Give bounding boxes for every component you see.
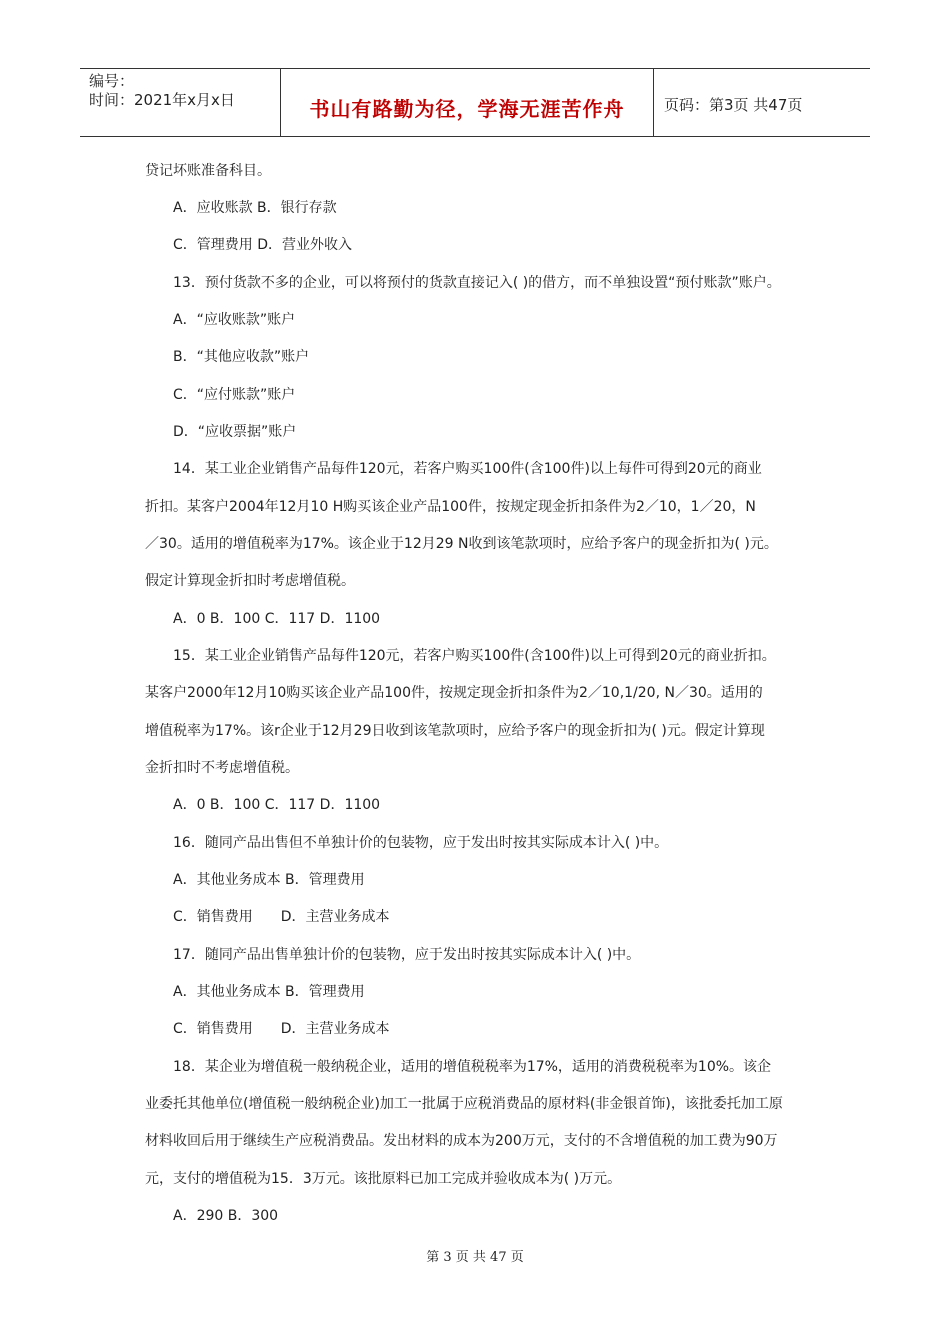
option-line: A．290 B．300	[173, 1208, 279, 1224]
question-line: 金折扣时不考虑增值税。	[145, 760, 299, 776]
page-footer: 第 3 页 共 47 页	[426, 1250, 524, 1265]
document-number-label: 编号：	[89, 72, 135, 90]
question-line: 13．预付货款不多的企业，可以将预付的货款直接记入( )的借方，而不单独设置“预付账款”账户。	[173, 275, 781, 291]
question-line: 15．某工业企业销售产品每件120元，若客户购买100件(含100件)以上可得到20元的商业折扣。	[173, 648, 776, 664]
header-page-cell	[654, 69, 870, 136]
question-line: 业委托其他单位(增值税一般纳税企业)加工一批属于应税消费品的原材料(非金银首饰)，该批委托加工原	[145, 1096, 783, 1112]
option-line: A．应收账款 B．银行存款	[173, 200, 337, 216]
option-line: C．销售费用 D．主营业务成本	[173, 909, 390, 925]
option-line: A．0 B．100 C．117 D．1100	[173, 611, 381, 627]
option-line: A．其他业务成本 B．管理费用	[173, 984, 365, 1000]
option-line: A．“应收账款”账户	[173, 312, 296, 328]
question-line: 增值税率为17%。该r企业于12月29日收到该笔款项时，应给予客户的现金折扣为( )元。假定计算现	[145, 723, 765, 739]
header-info-cell	[80, 69, 281, 136]
question-line: 假定计算现金折扣时考虑增值税。	[145, 573, 355, 589]
option-line: C．“应付账款”账户	[173, 387, 296, 403]
option-line: B．“其他应收款”账户	[173, 349, 310, 365]
question-line: 16．随同产品出售但不单独计价的包装物，应于发出时按其实际成本计入( )中。	[173, 835, 669, 851]
document-date-label: 时间：2021年x月x日	[89, 91, 235, 109]
option-line: A．其他业务成本 B．管理费用	[173, 872, 365, 888]
option-line: A．0 B．100 C．117 D．1100	[173, 797, 381, 813]
question-line: 某客户2000年12月10购买该企业产品100件，按规定现金折扣条件为2／10,1/20, N／30。适用的	[145, 685, 763, 701]
question-line: 元，支付的增值税为15．3万元。该批原料已加工完成并验收成本为( )万元。	[145, 1171, 622, 1187]
page-code-label: 页码：第3页 共47页	[664, 96, 803, 114]
question-line: 材料收回后用于继续生产应税消费品。发出材料的成本为200万元，支付的不含增值税的加工费为90万	[145, 1133, 778, 1149]
option-line: C．销售费用 D．主营业务成本	[173, 1021, 390, 1037]
question-line: 折扣。某客户2004年12月10 H购买该企业产品100件，按规定现金折扣条件为2／10，1／20，N	[145, 499, 756, 515]
question-line: 14．某工业企业销售产品每件120元，若客户购买100件(含100件)以上每件可得到20元的商业	[173, 461, 762, 477]
header-motto-cell	[281, 69, 654, 136]
motto-text: 书山有路勤为径，学海无涯苦作舟	[309, 97, 625, 121]
page-header	[80, 68, 870, 137]
question-line: 18．某企业为增值税一般纳税企业，适用的增值税税率为17%，适用的消费税税率为10%。该企	[173, 1059, 772, 1075]
question-line: 17．随同产品出售单独计价的包装物，应于发出时按其实际成本计入( )中。	[173, 947, 641, 963]
option-line: D．“应收票据”账户	[173, 424, 297, 440]
option-line: C．管理费用 D．营业外收入	[173, 237, 353, 253]
text-line: 贷记坏账准备科目。	[145, 163, 271, 179]
question-line: ／30。适用的增值税率为17%。该企业于12月29 N收到该笔款项时，应给予客户的现金折扣为( )元。	[145, 536, 778, 552]
